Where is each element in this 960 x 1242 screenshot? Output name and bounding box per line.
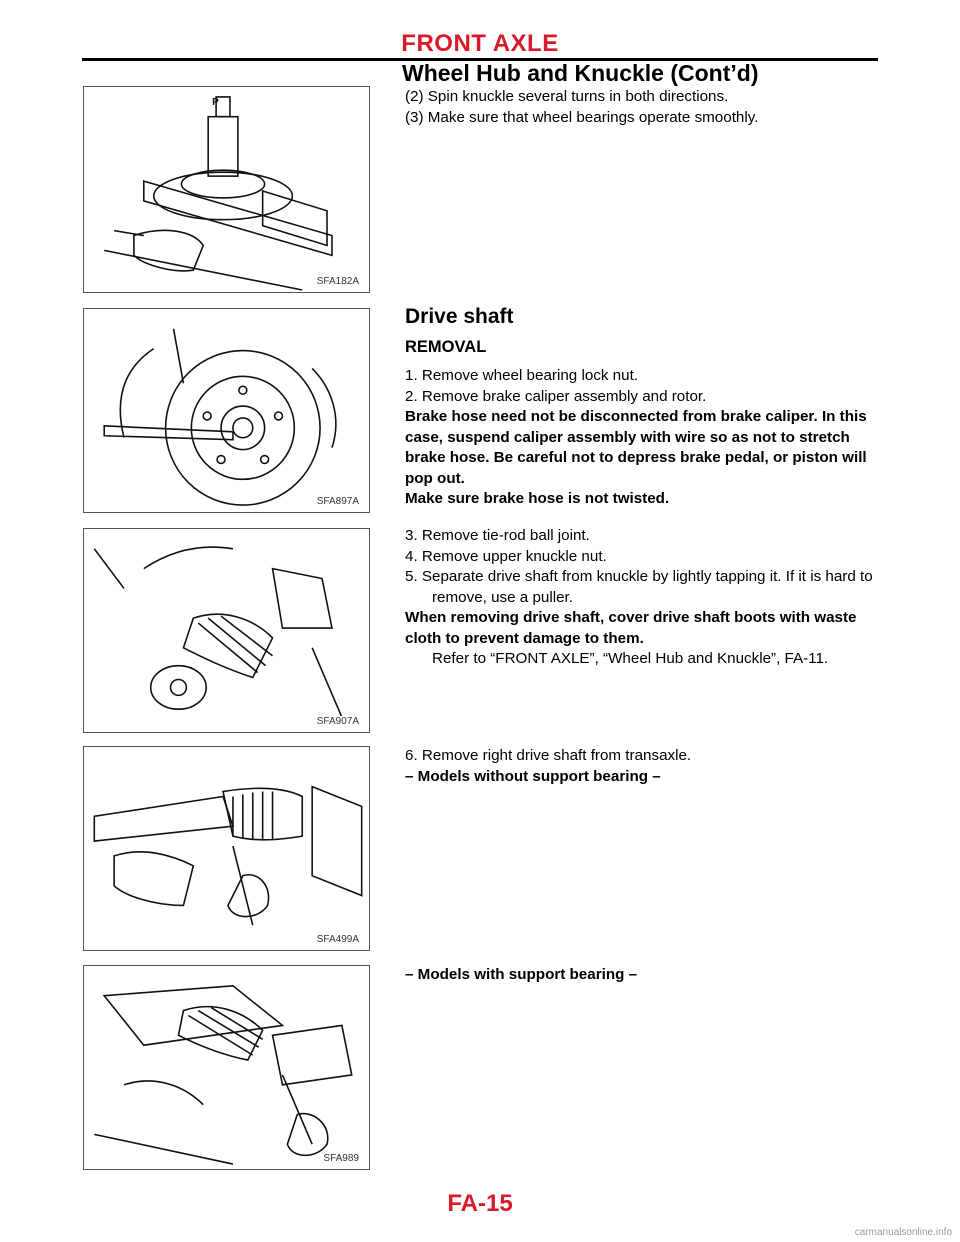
figure-code: SFA907A — [316, 716, 359, 727]
caution-text: Make sure brake hose is not twisted. — [405, 490, 670, 507]
transaxle-illustration — [84, 747, 369, 950]
figure-drive-shaft-knuckle — [83, 528, 370, 733]
step-text: 1. Remove wheel bearing lock nut. — [405, 367, 639, 384]
subheading-text: – Models without support bearing – — [405, 767, 661, 785]
heading-removal: REMOVAL — [405, 338, 487, 356]
text-block-removal — [405, 366, 880, 510]
subheading-text: – Models with support bearing – — [405, 966, 638, 983]
page-title: Wheel Hub and Knuckle (Cont’d) — [402, 60, 759, 86]
step-text: 6. Remove right drive shaft from transaxle. — [405, 747, 692, 764]
reference-text: Refer to “FRONT AXLE”, “Wheel Hub and Knuckle”, FA-11. — [432, 650, 829, 667]
svg-text:P: P — [212, 96, 219, 108]
figure-support-bearing — [83, 965, 370, 1170]
step-text: (3) Make sure that wheel bearings operate smoothly. — [405, 108, 759, 126]
text-block-spin-knuckle — [405, 87, 880, 128]
step-text: 4. Remove upper knuckle nut. — [405, 547, 607, 565]
heading-drive-shaft: Drive shaft — [405, 305, 514, 328]
text-block-support-bearing — [405, 965, 880, 986]
caution-text: When removing drive shaft, cover drive shaft boots with waste cloth to prevent damage to them. — [405, 609, 857, 647]
figure-transaxle — [83, 746, 370, 951]
figure-code: SFA897A — [316, 496, 359, 507]
text-block-transaxle — [405, 746, 880, 787]
caution-text: Brake hose need not be disconnected from brake caliper. In this case, suspend caliper assembly with wire so as not to stretch brake hose. Be careful not to depress brake pedal, or piston will pop out. — [405, 408, 867, 487]
section-title: FRONT AXLE — [401, 30, 559, 57]
step-text: 5. Separate drive shaft from knuckle by lightly tapping it. If it is hard to remove, use a puller. — [405, 568, 873, 606]
figure-code: SFA499A — [316, 934, 359, 945]
figure-code: SFA989 — [323, 1153, 359, 1164]
drive-shaft-illustration — [84, 529, 369, 732]
page-number: FA-15 — [447, 1190, 513, 1217]
step-text: (2) Spin knuckle several turns in both directions. — [405, 88, 729, 105]
figure-hub-press — [83, 86, 370, 293]
figure-code: SFA182A — [316, 276, 359, 287]
text-block-tie-rod — [405, 526, 880, 670]
support-bearing-illustration — [84, 966, 369, 1169]
figure-lock-nut — [83, 308, 370, 513]
hub-press-illustration — [84, 87, 369, 292]
step-text: 3. Remove tie-rod ball joint. — [405, 527, 590, 544]
watermark: carmanualsonline.info — [854, 1227, 952, 1238]
lock-nut-illustration — [84, 309, 369, 512]
step-text: 2. Remove brake caliper assembly and rotor. — [405, 387, 707, 405]
